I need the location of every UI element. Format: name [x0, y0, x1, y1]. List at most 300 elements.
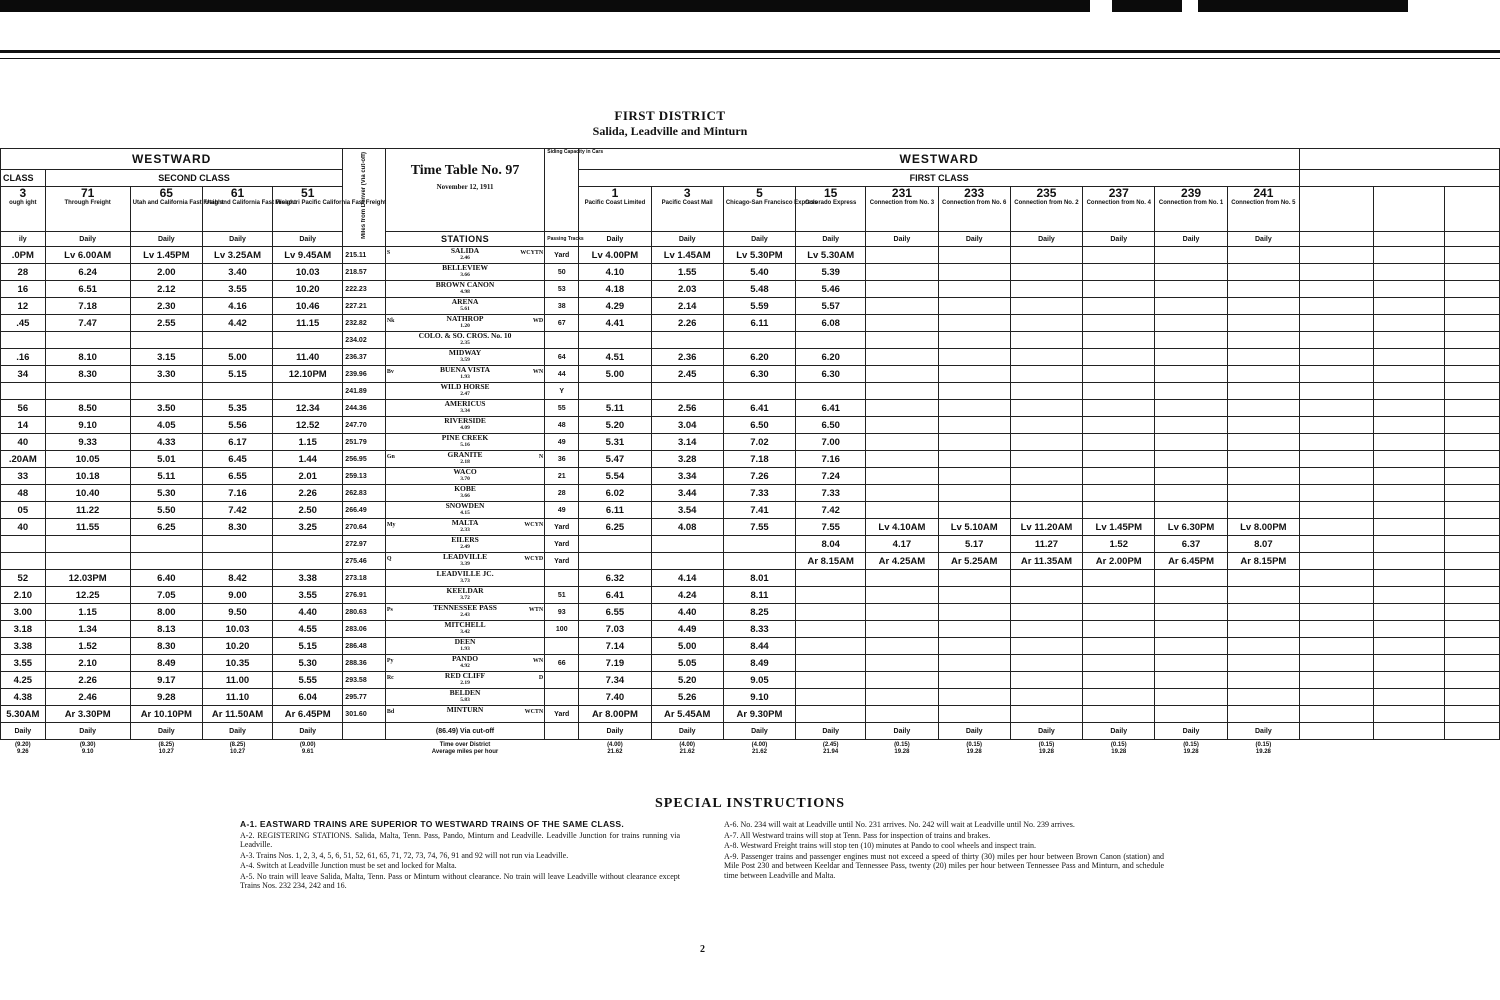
time-cell	[1083, 400, 1155, 417]
time-cell: 11.27	[1010, 536, 1082, 553]
station-codes: WTN	[528, 607, 544, 613]
time-over-value: (9.20)	[14, 742, 31, 748]
time-cell: 4.10	[579, 264, 651, 281]
daily-label: Daily	[1083, 232, 1155, 247]
time-cell: 40	[1, 434, 46, 451]
time-over-value: (0.15)	[1038, 742, 1055, 748]
time-cell: 7.16	[796, 451, 866, 468]
table-row	[1, 400, 1500, 417]
time-cell: 10.05	[45, 451, 130, 468]
empty-cell	[1444, 298, 1499, 315]
train-number: 1	[611, 186, 619, 200]
time-cell: 9.17	[130, 672, 202, 689]
footer-daily-row	[1, 723, 1500, 740]
time-cell	[1083, 570, 1155, 587]
page-number: 2	[700, 944, 705, 955]
siding-cell: 51	[545, 587, 579, 604]
time-cell: 11.15	[273, 315, 343, 332]
time-cell	[1155, 332, 1227, 349]
top-rule	[0, 50, 1500, 53]
siding-cell: Yard	[545, 519, 579, 536]
station-name: BROWN CANON	[435, 280, 495, 289]
time-cell: 6.51	[45, 281, 130, 298]
time-cell: 56	[1, 400, 46, 417]
first-class-label: FIRST CLASS	[579, 170, 1300, 187]
time-cell	[202, 383, 272, 400]
empty-cell	[1444, 621, 1499, 638]
station-name: LEADVILLE JC.	[436, 569, 494, 578]
time-cell: Ar 8.15PM	[1227, 553, 1299, 570]
station-cell	[385, 638, 544, 655]
time-cell: 2.03	[651, 281, 723, 298]
time-cell: 16	[1, 281, 46, 298]
summary-cell	[1, 740, 46, 759]
station-distance: 2.18	[460, 459, 470, 465]
second-class-label: SECOND CLASS	[45, 170, 343, 187]
instruction-a4: A-4. Switch at Leadville Junction must be set and locked for Malta.	[240, 861, 457, 870]
miles-cell: 232.82	[343, 315, 386, 332]
time-cell: 5.20	[579, 417, 651, 434]
timetable-date: November 12, 1911	[436, 183, 494, 191]
time-cell	[579, 332, 651, 349]
time-over-value: (4.00)	[751, 742, 768, 748]
time-cell: Ar 8.15AM	[796, 553, 866, 570]
avg-speed-value: 9.61	[301, 749, 314, 755]
daily-label: Daily	[202, 232, 272, 247]
empty-cell	[1374, 553, 1444, 570]
time-cell	[938, 383, 1010, 400]
time-cell	[1010, 332, 1082, 349]
station-name: RED CLIFF	[444, 671, 486, 680]
time-cell: 3.55	[1, 655, 46, 672]
station-name: PINE CREEK	[441, 433, 489, 442]
time-cell	[1010, 417, 1082, 434]
stations-header: STATIONS	[385, 232, 544, 247]
station-cell	[385, 706, 544, 723]
instruction-a7: A-7. All Westward trains will stop at Tenn. Pass for inspection of trains and brakes.	[724, 830, 991, 840]
avg-speed-value: 10.27	[158, 749, 174, 755]
time-cell	[1010, 315, 1082, 332]
siding-cell: Yard	[545, 536, 579, 553]
time-cell: 2.10	[1, 587, 46, 604]
time-cell: 4.24	[651, 587, 723, 604]
time-cell: 3.28	[651, 451, 723, 468]
time-cell	[1083, 366, 1155, 383]
station-distance: 3.70	[460, 476, 470, 482]
time-cell: 6.30	[796, 366, 866, 383]
summary-cell	[723, 740, 795, 759]
time-cell: 5.39	[796, 264, 866, 281]
station-cell	[385, 264, 544, 281]
empty-cell	[1374, 570, 1444, 587]
train-header	[1010, 187, 1082, 232]
empty-cell	[545, 740, 579, 759]
station-cell	[385, 587, 544, 604]
table-row	[1, 553, 1500, 570]
station-distance: 5.83	[460, 697, 470, 703]
train-name: Connection from No. 1	[1158, 200, 1224, 206]
time-cell	[938, 349, 1010, 366]
avg-speed-value: 19.28	[894, 749, 910, 755]
train-number: 3	[19, 186, 27, 200]
empty-cell	[1444, 502, 1499, 519]
time-cell	[1227, 451, 1299, 468]
time-cell: 9.50	[202, 604, 272, 621]
time-cell	[130, 332, 202, 349]
empty-cell	[1300, 604, 1374, 621]
station-distance: 2.33	[460, 527, 470, 533]
time-cell: 5.00	[651, 638, 723, 655]
empty-cell	[1444, 332, 1499, 349]
time-cell: 6.11	[579, 502, 651, 519]
time-cell	[866, 434, 938, 451]
station-name: COLO. & SO. CROS. No. 10	[418, 331, 512, 340]
time-cell: 2.14	[651, 298, 723, 315]
time-cell	[866, 315, 938, 332]
time-cell: 1.52	[45, 638, 130, 655]
station-distance: 1.93	[460, 374, 470, 380]
time-cell: 3.55	[273, 587, 343, 604]
station-cell	[385, 553, 544, 570]
station-distance: 3.73	[460, 578, 470, 584]
time-cell: 2.12	[130, 281, 202, 298]
time-cell: 6.41	[579, 587, 651, 604]
table-row	[1, 638, 1500, 655]
time-cell	[1010, 689, 1082, 706]
empty-cell	[1374, 298, 1444, 315]
time-cell	[938, 366, 1010, 383]
time-cell	[866, 451, 938, 468]
time-cell	[1010, 400, 1082, 417]
time-cell	[1083, 417, 1155, 434]
time-cell: 11.10	[202, 689, 272, 706]
time-cell	[130, 383, 202, 400]
time-cell: 5.57	[796, 298, 866, 315]
miles-cell: 286.48	[343, 638, 386, 655]
station-cell	[385, 485, 544, 502]
table-row	[1, 264, 1500, 281]
station-distance: 3.59	[460, 357, 470, 363]
daily-label: Daily	[866, 723, 938, 740]
time-cell	[938, 621, 1010, 638]
summary-cell	[1010, 740, 1082, 759]
avg-speed-value: 21.62	[607, 749, 623, 755]
empty-cell	[1374, 417, 1444, 434]
time-cell: 10.03	[273, 264, 343, 281]
avg-speed-value: 19.28	[1111, 749, 1127, 755]
time-cell	[866, 468, 938, 485]
time-cell	[866, 349, 938, 366]
time-cell	[273, 383, 343, 400]
time-cell	[796, 604, 866, 621]
train-number: 235	[1036, 186, 1057, 200]
time-cell	[1083, 638, 1155, 655]
time-cell: 3.38	[1, 638, 46, 655]
time-cell	[1083, 349, 1155, 366]
time-cell: Lv 5.30PM	[723, 247, 795, 264]
time-cell	[796, 587, 866, 604]
time-cell: 40	[1, 519, 46, 536]
train-header	[45, 187, 130, 232]
time-cell: 4.38	[1, 689, 46, 706]
siding-cell	[545, 723, 579, 740]
empty-header	[1374, 187, 1444, 232]
siding-cell: 28	[545, 485, 579, 502]
siding-header: Siding Capacity in Cars	[545, 149, 579, 232]
empty-cell	[1374, 451, 1444, 468]
empty-cell	[1300, 417, 1374, 434]
daily-label: ily	[1, 232, 46, 247]
empty-cell	[1444, 383, 1499, 400]
daily-label: Daily	[1, 723, 46, 740]
summary-cell	[866, 740, 938, 759]
empty-cell	[1444, 723, 1499, 740]
siding-cell: 38	[545, 298, 579, 315]
time-cell	[273, 332, 343, 349]
district-header	[0, 108, 1500, 139]
train-header	[796, 187, 866, 232]
time-cell: 4.33	[130, 434, 202, 451]
daily-label: Daily	[273, 723, 343, 740]
siding-cell	[545, 570, 579, 587]
time-cell	[1227, 417, 1299, 434]
time-cell: Lv 6.30PM	[1155, 519, 1227, 536]
summary-cell	[1083, 740, 1155, 759]
time-cell: 7.33	[723, 485, 795, 502]
time-cell: 7.24	[796, 468, 866, 485]
station-abbrev: Py	[386, 658, 394, 664]
time-cell	[1083, 621, 1155, 638]
time-cell	[1227, 247, 1299, 264]
time-cell: 8.50	[45, 400, 130, 417]
time-cell: 8.30	[45, 366, 130, 383]
time-over-value: (0.15)	[1255, 742, 1272, 748]
table-row	[1, 655, 1500, 672]
empty-cell	[1300, 247, 1374, 264]
time-cell	[1, 383, 46, 400]
empty-cell	[1444, 264, 1499, 281]
miles-cell: 239.96	[343, 366, 386, 383]
time-cell: 6.25	[130, 519, 202, 536]
station-abbrev: S	[386, 250, 391, 256]
time-cell	[651, 383, 723, 400]
empty-cell	[1300, 502, 1374, 519]
time-cell	[1227, 587, 1299, 604]
train-header	[1083, 187, 1155, 232]
train-name: Through Freight	[64, 200, 111, 206]
time-cell	[651, 332, 723, 349]
time-cell	[866, 689, 938, 706]
miles-cell: 283.06	[343, 621, 386, 638]
time-cell: 7.16	[202, 485, 272, 502]
summary-cell	[796, 740, 866, 759]
station-abbrev: Q	[386, 556, 392, 562]
time-cell: 5.48	[723, 281, 795, 298]
time-cell: 4.05	[130, 417, 202, 434]
time-cell: 6.30	[723, 366, 795, 383]
time-cell: Ar 4.25AM	[866, 553, 938, 570]
empty-cell	[1374, 621, 1444, 638]
avg-speed-value: 19.28	[1038, 749, 1054, 755]
train-number: 71	[80, 186, 95, 200]
time-cell	[938, 655, 1010, 672]
station-codes: WCYTN	[520, 250, 544, 256]
station-cell	[385, 298, 544, 315]
station-abbrev: Ps	[386, 607, 393, 613]
time-cell: 3.15	[130, 349, 202, 366]
time-cell: 5.47	[579, 451, 651, 468]
time-cell: 7.33	[796, 485, 866, 502]
time-cell	[1227, 315, 1299, 332]
train-number: 5	[756, 186, 763, 200]
time-cell: 8.49	[130, 655, 202, 672]
time-cell	[1010, 451, 1082, 468]
time-cell	[1155, 587, 1227, 604]
empty-cell	[1444, 553, 1499, 570]
time-cell	[1083, 587, 1155, 604]
station-name: ARENA	[451, 297, 479, 306]
time-cell	[1227, 281, 1299, 298]
time-cell	[938, 570, 1010, 587]
empty-cell	[1444, 400, 1499, 417]
instruction-a5: A-5. No train will leave Salida, Malta, Tenn. Pass or Minturn without clearance. No train will leave Leadville without clearance except Trains Nos. 232 234, 242 and 16.	[240, 871, 680, 890]
empty-cell	[1300, 349, 1374, 366]
empty-cell	[1374, 706, 1444, 723]
summary-cell	[45, 740, 130, 759]
empty-cell	[1444, 672, 1499, 689]
empty-cell	[1300, 536, 1374, 553]
time-over-value: (4.00)	[607, 742, 623, 748]
time-cell: .20AM	[1, 451, 46, 468]
time-cell: 5.40	[723, 264, 795, 281]
table-row	[1, 366, 1500, 383]
time-cell	[938, 417, 1010, 434]
miles-cell: 275.46	[343, 553, 386, 570]
time-cell	[1155, 247, 1227, 264]
avg-speed-value: 21.94	[823, 749, 839, 755]
time-cell: 2.26	[45, 672, 130, 689]
time-cell	[579, 553, 651, 570]
empty-cell	[1300, 655, 1374, 672]
table-row	[1, 349, 1500, 366]
table-row	[1, 689, 1500, 706]
empty-cell	[1300, 281, 1374, 298]
empty-cell	[1444, 417, 1499, 434]
time-cell: 4.08	[651, 519, 723, 536]
instruction-a3: A-3. Trains Nos. 1, 2, 3, 4, 5, 6, 51, 52, 61, 65, 71, 72, 73, 74, 76, 91 and 92 will not run via Leadville.	[240, 850, 569, 860]
time-cell: 6.11	[723, 315, 795, 332]
miles-cell: 218.57	[343, 264, 386, 281]
time-cell: 8.30	[130, 638, 202, 655]
time-cell: 6.50	[796, 417, 866, 434]
time-cell: 5.15	[202, 366, 272, 383]
time-cell: 6.02	[579, 485, 651, 502]
time-cell	[723, 332, 795, 349]
table-row	[1, 281, 1500, 298]
empty-cell	[1444, 468, 1499, 485]
empty-header	[1444, 187, 1499, 232]
time-cell: 2.10	[45, 655, 130, 672]
time-cell	[796, 689, 866, 706]
time-cell: 5.17	[938, 536, 1010, 553]
time-cell	[938, 689, 1010, 706]
station-cell	[385, 502, 544, 519]
time-cell: 7.18	[723, 451, 795, 468]
empty-cell	[1374, 519, 1444, 536]
time-cell: 8.49	[723, 655, 795, 672]
summary-cell	[651, 740, 723, 759]
empty-cell	[1374, 638, 1444, 655]
time-cell	[1083, 604, 1155, 621]
time-cell	[1083, 281, 1155, 298]
time-cell: 6.25	[579, 519, 651, 536]
time-cell: 4.18	[579, 281, 651, 298]
empty-cell	[1444, 485, 1499, 502]
time-cell	[1083, 247, 1155, 264]
station-name: DEEN	[454, 637, 476, 646]
train-name: Pacific Coast Limited	[584, 200, 646, 206]
train-header	[651, 187, 723, 232]
time-cell	[202, 332, 272, 349]
miles-cell: 244.36	[343, 400, 386, 417]
empty-cell	[1374, 315, 1444, 332]
station-distance: 3.34	[460, 408, 470, 414]
time-cell: 7.03	[579, 621, 651, 638]
time-cell	[1155, 366, 1227, 383]
time-cell	[866, 706, 938, 723]
station-distance: 2.19	[460, 680, 470, 686]
time-cell: 2.01	[273, 468, 343, 485]
table-row	[1, 434, 1500, 451]
time-cell	[866, 281, 938, 298]
empty-cell	[1300, 366, 1374, 383]
time-cell: 2.50	[273, 502, 343, 519]
station-cell	[385, 383, 544, 400]
time-cell: 6.50	[723, 417, 795, 434]
time-cell: 3.54	[651, 502, 723, 519]
time-cell: Lv 5.10AM	[938, 519, 1010, 536]
empty-cell	[1444, 706, 1499, 723]
time-cell: 5.59	[723, 298, 795, 315]
time-cell: Lv 9.45AM	[273, 247, 343, 264]
time-cell	[1, 553, 46, 570]
train-header	[938, 187, 1010, 232]
time-cell	[1155, 264, 1227, 281]
time-cell: 7.55	[796, 519, 866, 536]
time-cell	[1155, 655, 1227, 672]
time-cell: 3.30	[130, 366, 202, 383]
time-cell: 8.44	[723, 638, 795, 655]
empty-cell	[1444, 604, 1499, 621]
time-cell	[1227, 604, 1299, 621]
avg-speed-value: 19.28	[1183, 749, 1199, 755]
time-cell	[723, 383, 795, 400]
time-cell	[1155, 349, 1227, 366]
empty-cell	[1444, 638, 1499, 655]
time-cell: 2.00	[130, 264, 202, 281]
time-cell: 2.45	[651, 366, 723, 383]
train-number: 233	[964, 186, 985, 200]
station-abbrev: My	[386, 522, 396, 528]
time-cell: 10.20	[202, 638, 272, 655]
time-cell: 5.56	[202, 417, 272, 434]
daily-label: Daily	[866, 232, 938, 247]
train-number: 237	[1108, 186, 1129, 200]
daily-label: Daily	[45, 723, 130, 740]
station-distance: 4.15	[460, 510, 470, 516]
train-name: Missouri Pacific California Fast Freight	[275, 200, 387, 206]
time-cell	[1083, 468, 1155, 485]
